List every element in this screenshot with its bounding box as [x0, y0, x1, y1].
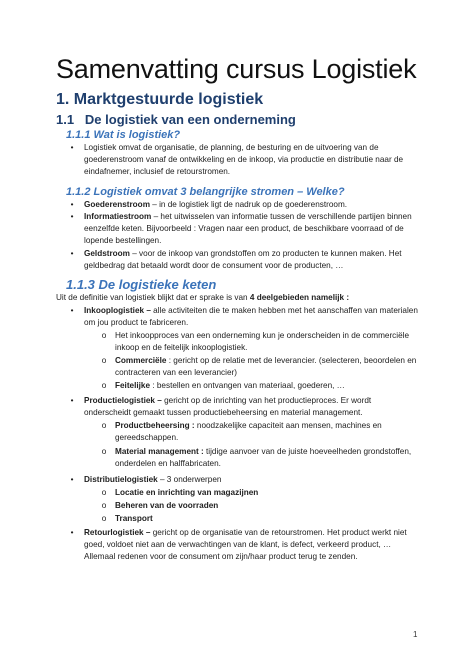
- sub-list-item: o Feitelijke : bestellen en ontvangen van materiaal, goederen, …: [115, 380, 420, 392]
- list-item: • Geldstroom – voor de inkoop van grondstoffen om zo producten te kunnen maken. Het geldbedrag dat betaald wordt door de consument voor de producten, …: [84, 248, 420, 272]
- circle-bullet-icon: o: [101, 447, 107, 456]
- sub-list-item: o Locatie en inrichting van magazijnen: [115, 487, 420, 499]
- list-item: • Informatiestroom – het uitwisselen van informatie tussen de verschillende partijen binnen eenzelfde keten. Bijvoorbeeld : Vragen naar een product, de beschikbare voorraad of de lopende bestellingen.: [84, 211, 420, 248]
- bullet-icon: •: [70, 475, 74, 484]
- subsection-heading-112: 1.1.2 Logistiek omvat 3 belangrijke stromen – Welke?: [66, 186, 345, 198]
- bullet-icon: •: [70, 212, 74, 221]
- intro-paragraph: Uit de definitie van logistiek blijkt dat er sprake is van 4 deelgebieden namelijk :: [56, 293, 350, 302]
- circle-bullet-icon: o: [101, 356, 107, 365]
- list-item: • Logistiek omvat de organisatie, de planning, de besturing en de uitvoering van de goederenstroom vanaf de ontwikkeling en de inkoop, via productie en distributie naar de eindafnemer, inclusief de retourstromen.: [84, 142, 420, 179]
- bullet-icon: •: [70, 200, 74, 209]
- circle-bullet-icon: o: [101, 488, 107, 497]
- circle-bullet-icon: o: [101, 501, 107, 510]
- bullet-icon: •: [70, 143, 74, 152]
- list-item: • Goederenstroom – in de logistiek ligt de nadruk op de goederenstroom.: [84, 199, 420, 211]
- list-item-retour: • Retourlogistiek – gericht op de organisatie van de retourstromen. Het product werkt niet goed, voldoet niet aan de verwachtingen van de klant, is defect, verkeerd product, … Allemaal redenen voor de consument om zijn/haar product terug te zenden.: [84, 527, 420, 564]
- sub-list-item: o Commerciële : gericht op de relatie met de leverancier. (selecteren, beoordelen en contracteren van een leverancier): [115, 355, 420, 379]
- sub-list-item: o Productbeheersing : noodzakelijke capaciteit aan mensen, machines en gereedschappen.: [115, 420, 420, 444]
- list-item-productie: • Productielogistiek – gericht op de inrichting van het productieproces. Er wordt onderscheidt gemaakt tussen productiebeheersing en material management.: [84, 395, 420, 419]
- circle-bullet-icon: o: [101, 421, 107, 430]
- bullet-icon: •: [70, 528, 74, 537]
- section-title: De logistiek van een onderneming: [84, 112, 296, 127]
- sub-list-item: o Beheren van de voorraden: [115, 500, 420, 512]
- section-heading: [56, 112, 296, 127]
- bullet-icon: •: [70, 396, 74, 405]
- list-item-distributie: • Distributielogistiek – 3 onderwerpen: [84, 474, 420, 486]
- sub-list-item: o Transport: [115, 513, 420, 525]
- circle-bullet-icon: o: [101, 514, 107, 523]
- circle-bullet-icon: o: [101, 331, 107, 340]
- section-number: 1.1: [56, 112, 75, 127]
- subsection-heading-111: 1.1.1 Wat is logistiek?: [66, 129, 181, 141]
- page-number: 1: [413, 630, 418, 639]
- circle-bullet-icon: o: [101, 381, 107, 390]
- bullet-icon: •: [70, 306, 74, 315]
- chapter-heading: 1. Marktgestuurde logistiek: [56, 91, 264, 108]
- sub-list-item: o Het inkoopproces van een onderneming kun je onderscheiden in de commerciële inkoop en de feitelijk inkooplogistiek.: [115, 330, 420, 354]
- bullet-icon: •: [70, 249, 74, 258]
- list-item-inkoop: • Inkooplogistiek – alle activiteiten die te maken hebben met het aanschaffen van materialen om jou product te fabriceren.: [84, 305, 420, 329]
- sub-list-item: o Material management : tijdige aanvoer van de juiste hoeveelheden grondstoffen, onderdelen en halffabricaten.: [115, 446, 420, 470]
- page-title: Samenvatting cursus Logistiek: [56, 54, 417, 84]
- subsection-heading-113: 1.1.3 De logistieke keten: [66, 277, 217, 292]
